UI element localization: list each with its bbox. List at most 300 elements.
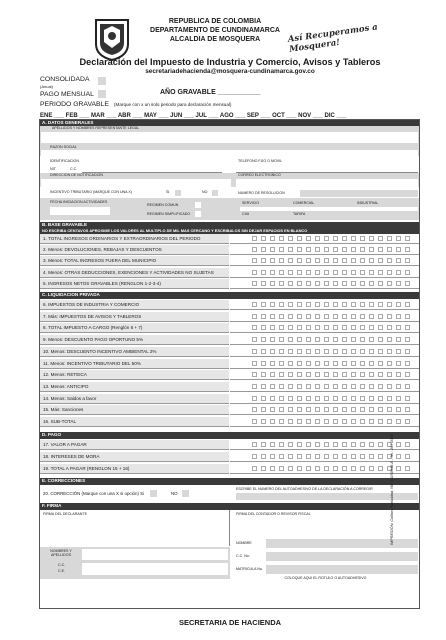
digit-box[interactable] <box>279 302 284 307</box>
digit-box[interactable] <box>288 372 293 377</box>
digit-box[interactable] <box>306 396 311 401</box>
nombre-field[interactable] <box>266 539 418 548</box>
digit-box[interactable] <box>315 372 320 377</box>
digit-box[interactable] <box>396 270 401 275</box>
digit-box[interactable] <box>270 349 275 354</box>
digit-box[interactable] <box>396 454 401 459</box>
digit-box[interactable] <box>297 258 302 263</box>
liq-item-value-field[interactable] <box>230 335 419 345</box>
digit-box[interactable] <box>342 236 347 241</box>
digit-box[interactable] <box>369 314 374 319</box>
digit-box[interactable] <box>315 281 320 286</box>
digit-box[interactable] <box>360 337 365 342</box>
digit-box[interactable] <box>351 396 356 401</box>
digit-box[interactable] <box>405 361 410 366</box>
digit-box[interactable] <box>387 361 392 366</box>
digit-box[interactable] <box>396 314 401 319</box>
base-item-value-field[interactable] <box>230 268 419 278</box>
digit-box[interactable] <box>270 454 275 459</box>
base-item-value-field[interactable] <box>230 234 419 244</box>
digit-box[interactable] <box>279 407 284 412</box>
digit-box[interactable] <box>315 325 320 330</box>
digit-box[interactable] <box>333 247 338 252</box>
digit-box[interactable] <box>369 454 374 459</box>
digit-box[interactable] <box>279 442 284 447</box>
digit-box[interactable] <box>360 442 365 447</box>
digit-box[interactable] <box>324 372 329 377</box>
digit-box[interactable] <box>297 314 302 319</box>
digit-box[interactable] <box>360 466 365 471</box>
direccion-field[interactable] <box>41 179 231 187</box>
digit-box[interactable] <box>288 236 293 241</box>
digit-box[interactable] <box>405 454 410 459</box>
digit-box[interactable] <box>378 314 383 319</box>
digit-box[interactable] <box>378 466 383 471</box>
digit-box[interactable] <box>405 258 410 263</box>
digit-box[interactable] <box>252 419 257 424</box>
digit-box[interactable] <box>405 466 410 471</box>
razon-field[interactable] <box>41 150 418 160</box>
month-selector[interactable]: ENE ___ FEB ___ MAR ___ ABR ___ MAY ___ JUN ___ JUL ___ AGO ___ SEP ___ OCT ___ NOV ___ DIC ___ <box>40 113 347 119</box>
digit-box[interactable] <box>261 361 266 366</box>
digit-box[interactable] <box>270 270 275 275</box>
digit-box[interactable] <box>270 361 275 366</box>
digit-box[interactable] <box>297 281 302 286</box>
digit-box[interactable] <box>306 419 311 424</box>
digit-box[interactable] <box>297 442 302 447</box>
digit-box[interactable] <box>252 407 257 412</box>
digit-box[interactable] <box>261 372 266 377</box>
digit-box[interactable] <box>279 372 284 377</box>
digit-box[interactable] <box>306 442 311 447</box>
digit-box[interactable] <box>396 407 401 412</box>
digit-box[interactable] <box>387 281 392 286</box>
digit-box[interactable] <box>288 325 293 330</box>
digit-box[interactable] <box>288 454 293 459</box>
digit-box[interactable] <box>333 270 338 275</box>
digit-box[interactable] <box>360 325 365 330</box>
digit-box[interactable] <box>279 325 284 330</box>
digit-box[interactable] <box>342 442 347 447</box>
digit-box[interactable] <box>288 466 293 471</box>
digit-box[interactable] <box>315 407 320 412</box>
digit-box[interactable] <box>351 372 356 377</box>
liq-item-value-field[interactable] <box>230 300 419 310</box>
digit-box[interactable] <box>396 258 401 263</box>
digit-box[interactable] <box>342 396 347 401</box>
digit-box[interactable] <box>288 442 293 447</box>
digit-box[interactable] <box>387 384 392 389</box>
digit-box[interactable] <box>351 281 356 286</box>
firma-declarante-area[interactable] <box>40 510 230 546</box>
digit-box[interactable] <box>405 314 410 319</box>
liq-item-value-field[interactable] <box>230 382 419 392</box>
digit-box[interactable] <box>405 407 410 412</box>
regimen-comun-checkbox[interactable] <box>195 202 201 208</box>
digit-box[interactable] <box>360 236 365 241</box>
digit-box[interactable] <box>369 361 374 366</box>
digit-box[interactable] <box>261 281 266 286</box>
digit-box[interactable] <box>342 466 347 471</box>
digit-box[interactable] <box>261 396 266 401</box>
digit-box[interactable] <box>333 454 338 459</box>
digit-box[interactable] <box>324 325 329 330</box>
digit-box[interactable] <box>252 236 257 241</box>
digit-box[interactable] <box>378 396 383 401</box>
digit-box[interactable] <box>360 407 365 412</box>
digit-box[interactable] <box>306 325 311 330</box>
digit-box[interactable] <box>324 396 329 401</box>
activity-type-fields[interactable] <box>240 207 418 211</box>
digit-box[interactable] <box>369 258 374 263</box>
digit-box[interactable] <box>288 270 293 275</box>
correccion-si-checkbox[interactable] <box>150 490 157 497</box>
apellidos-field[interactable] <box>41 132 418 143</box>
digit-box[interactable] <box>369 384 374 389</box>
digit-box[interactable] <box>378 454 383 459</box>
digit-box[interactable] <box>315 349 320 354</box>
digit-box[interactable] <box>306 384 311 389</box>
autoadhesivo-area[interactable] <box>232 582 419 608</box>
digit-box[interactable] <box>261 302 266 307</box>
digit-box[interactable] <box>324 442 329 447</box>
digit-box[interactable] <box>324 236 329 241</box>
digit-box[interactable] <box>369 302 374 307</box>
digit-box[interactable] <box>270 247 275 252</box>
digit-box[interactable] <box>315 396 320 401</box>
digit-box[interactable] <box>387 247 392 252</box>
digit-box[interactable] <box>342 372 347 377</box>
digit-box[interactable] <box>333 281 338 286</box>
digit-box[interactable] <box>297 419 302 424</box>
digit-box[interactable] <box>270 466 275 471</box>
digit-box[interactable] <box>252 442 257 447</box>
digit-box[interactable] <box>369 247 374 252</box>
digit-box[interactable] <box>333 258 338 263</box>
digit-box[interactable] <box>351 325 356 330</box>
digit-box[interactable] <box>360 247 365 252</box>
liq-item-value-field[interactable] <box>230 394 419 404</box>
digit-box[interactable] <box>405 236 410 241</box>
liq-item-value-field[interactable] <box>230 312 419 322</box>
digit-box[interactable] <box>396 466 401 471</box>
digit-box[interactable] <box>396 361 401 366</box>
nombres-apellidos-field[interactable] <box>82 549 228 560</box>
digit-box[interactable] <box>396 325 401 330</box>
digit-box[interactable] <box>387 314 392 319</box>
digit-box[interactable] <box>315 247 320 252</box>
digit-box[interactable] <box>324 419 329 424</box>
digit-box[interactable] <box>360 302 365 307</box>
digit-box[interactable] <box>333 419 338 424</box>
digit-box[interactable] <box>333 302 338 307</box>
digit-box[interactable] <box>306 454 311 459</box>
digit-box[interactable] <box>369 337 374 342</box>
regimen-simplificado-checkbox[interactable] <box>195 211 201 217</box>
digit-box[interactable] <box>360 258 365 263</box>
digit-box[interactable] <box>324 302 329 307</box>
digit-box[interactable] <box>288 247 293 252</box>
digit-box[interactable] <box>261 384 266 389</box>
digit-box[interactable] <box>333 236 338 241</box>
digit-box[interactable] <box>333 372 338 377</box>
digit-box[interactable] <box>378 361 383 366</box>
digit-box[interactable] <box>297 270 302 275</box>
digit-box[interactable] <box>351 302 356 307</box>
digit-box[interactable] <box>324 466 329 471</box>
base-item-value-field[interactable] <box>230 279 419 289</box>
digit-box[interactable] <box>378 407 383 412</box>
digit-box[interactable] <box>315 337 320 342</box>
digit-box[interactable] <box>369 407 374 412</box>
digit-box[interactable] <box>405 372 410 377</box>
correo-field[interactable] <box>236 179 418 187</box>
digit-box[interactable] <box>324 407 329 412</box>
digit-box[interactable] <box>333 337 338 342</box>
digit-box[interactable] <box>351 466 356 471</box>
matricula-field[interactable] <box>266 565 418 574</box>
digit-box[interactable] <box>378 349 383 354</box>
digit-box[interactable] <box>270 325 275 330</box>
digit-box[interactable] <box>324 258 329 263</box>
digit-box[interactable] <box>252 396 257 401</box>
digit-box[interactable] <box>360 314 365 319</box>
digit-box[interactable] <box>279 361 284 366</box>
digit-box[interactable] <box>342 247 347 252</box>
digit-box[interactable] <box>270 302 275 307</box>
digit-box[interactable] <box>315 361 320 366</box>
digit-box[interactable] <box>270 372 275 377</box>
digit-box[interactable] <box>306 258 311 263</box>
digit-box[interactable] <box>351 454 356 459</box>
digit-box[interactable] <box>396 384 401 389</box>
digit-box[interactable] <box>378 247 383 252</box>
digit-box[interactable] <box>369 442 374 447</box>
digit-box[interactable] <box>360 419 365 424</box>
digit-box[interactable] <box>288 281 293 286</box>
digit-box[interactable] <box>288 407 293 412</box>
digit-box[interactable] <box>270 236 275 241</box>
fecha-inicio-field[interactable] <box>50 207 110 215</box>
digit-box[interactable] <box>297 407 302 412</box>
digit-box[interactable] <box>288 258 293 263</box>
liq-item-value-field[interactable] <box>230 370 419 380</box>
digit-box[interactable] <box>405 247 410 252</box>
digit-box[interactable] <box>351 236 356 241</box>
digit-box[interactable] <box>405 270 410 275</box>
digit-box[interactable] <box>315 442 320 447</box>
numero-resolucion-field[interactable] <box>300 190 418 197</box>
digit-box[interactable] <box>405 442 410 447</box>
digit-box[interactable] <box>324 454 329 459</box>
digit-box[interactable] <box>342 314 347 319</box>
digit-box[interactable] <box>378 384 383 389</box>
digit-box[interactable] <box>351 442 356 447</box>
digit-box[interactable] <box>261 325 266 330</box>
digit-box[interactable] <box>306 466 311 471</box>
digit-box[interactable] <box>288 396 293 401</box>
digit-box[interactable] <box>333 466 338 471</box>
digit-box[interactable] <box>252 302 257 307</box>
digit-box[interactable] <box>405 325 410 330</box>
digit-box[interactable] <box>360 454 365 459</box>
digit-box[interactable] <box>279 396 284 401</box>
digit-box[interactable] <box>270 384 275 389</box>
digit-box[interactable] <box>333 349 338 354</box>
digit-box[interactable] <box>342 325 347 330</box>
digit-box[interactable] <box>333 442 338 447</box>
digit-box[interactable] <box>387 349 392 354</box>
digit-box[interactable] <box>378 236 383 241</box>
digit-box[interactable] <box>297 349 302 354</box>
digit-box[interactable] <box>378 419 383 424</box>
digit-box[interactable] <box>351 407 356 412</box>
liq-item-value-field[interactable] <box>230 405 419 415</box>
digit-box[interactable] <box>360 372 365 377</box>
digit-box[interactable] <box>279 454 284 459</box>
base-item-value-field[interactable] <box>230 256 419 266</box>
digit-box[interactable] <box>252 314 257 319</box>
digit-box[interactable] <box>279 349 284 354</box>
digit-box[interactable] <box>261 337 266 342</box>
digit-box[interactable] <box>261 407 266 412</box>
digit-box[interactable] <box>369 236 374 241</box>
digit-box[interactable] <box>333 396 338 401</box>
digit-box[interactable] <box>252 325 257 330</box>
digit-box[interactable] <box>279 236 284 241</box>
digit-box[interactable] <box>342 258 347 263</box>
digit-box[interactable] <box>324 337 329 342</box>
digit-box[interactable] <box>396 236 401 241</box>
digit-box[interactable] <box>378 281 383 286</box>
digit-box[interactable] <box>324 361 329 366</box>
digit-box[interactable] <box>315 302 320 307</box>
digit-box[interactable] <box>270 407 275 412</box>
base-item-value-field[interactable] <box>230 245 419 255</box>
digit-box[interactable] <box>351 349 356 354</box>
digit-box[interactable] <box>315 258 320 263</box>
identificacion-field[interactable] <box>82 160 222 173</box>
digit-box[interactable] <box>387 337 392 342</box>
digit-box[interactable] <box>360 384 365 389</box>
digit-box[interactable] <box>351 337 356 342</box>
digit-box[interactable] <box>252 281 257 286</box>
digit-box[interactable] <box>324 314 329 319</box>
digit-box[interactable] <box>279 419 284 424</box>
digit-box[interactable] <box>351 247 356 252</box>
digit-box[interactable] <box>369 325 374 330</box>
digit-box[interactable] <box>252 349 257 354</box>
digit-box[interactable] <box>306 407 311 412</box>
digit-box[interactable] <box>297 302 302 307</box>
digit-box[interactable] <box>252 466 257 471</box>
digit-box[interactable] <box>333 314 338 319</box>
digit-box[interactable] <box>252 337 257 342</box>
digit-box[interactable] <box>315 314 320 319</box>
digit-box[interactable] <box>315 454 320 459</box>
digit-box[interactable] <box>405 281 410 286</box>
digit-box[interactable] <box>297 325 302 330</box>
digit-box[interactable] <box>342 384 347 389</box>
digit-box[interactable] <box>360 281 365 286</box>
digit-box[interactable] <box>369 466 374 471</box>
digit-box[interactable] <box>396 396 401 401</box>
digit-box[interactable] <box>342 454 347 459</box>
digit-box[interactable] <box>261 442 266 447</box>
digit-box[interactable] <box>270 314 275 319</box>
digit-box[interactable] <box>261 270 266 275</box>
digit-box[interactable] <box>351 270 356 275</box>
digit-box[interactable] <box>342 281 347 286</box>
digit-box[interactable] <box>396 281 401 286</box>
digit-box[interactable] <box>297 454 302 459</box>
digit-box[interactable] <box>360 270 365 275</box>
digit-box[interactable] <box>360 396 365 401</box>
correccion-no-checkbox[interactable] <box>182 490 189 497</box>
pago-mensual-checkbox[interactable] <box>98 90 106 98</box>
digit-box[interactable] <box>342 270 347 275</box>
digit-box[interactable] <box>378 302 383 307</box>
digit-box[interactable] <box>306 281 311 286</box>
digit-box[interactable] <box>306 361 311 366</box>
digit-box[interactable] <box>378 270 383 275</box>
digit-box[interactable] <box>252 361 257 366</box>
digit-box[interactable] <box>279 281 284 286</box>
digit-box[interactable] <box>396 442 401 447</box>
digit-box[interactable] <box>324 247 329 252</box>
numero-field[interactable] <box>82 563 228 575</box>
digit-box[interactable] <box>315 466 320 471</box>
digit-box[interactable] <box>261 258 266 263</box>
digit-box[interactable] <box>396 337 401 342</box>
digit-box[interactable] <box>342 302 347 307</box>
digit-box[interactable] <box>279 258 284 263</box>
digit-box[interactable] <box>315 384 320 389</box>
digit-box[interactable] <box>270 442 275 447</box>
digit-box[interactable] <box>261 236 266 241</box>
digit-box[interactable] <box>378 442 383 447</box>
digit-box[interactable] <box>252 372 257 377</box>
digit-box[interactable] <box>288 314 293 319</box>
digit-box[interactable] <box>333 325 338 330</box>
digit-box[interactable] <box>279 314 284 319</box>
digit-box[interactable] <box>288 302 293 307</box>
liq-item-value-field[interactable] <box>230 323 419 333</box>
digit-box[interactable] <box>324 281 329 286</box>
cc-no-field[interactable] <box>266 552 418 561</box>
digit-box[interactable] <box>405 419 410 424</box>
digit-box[interactable] <box>306 372 311 377</box>
digit-box[interactable] <box>387 270 392 275</box>
digit-box[interactable] <box>297 384 302 389</box>
digit-box[interactable] <box>252 384 257 389</box>
digit-box[interactable] <box>279 247 284 252</box>
digit-box[interactable] <box>369 396 374 401</box>
digit-box[interactable] <box>315 236 320 241</box>
digit-box[interactable] <box>306 349 311 354</box>
digit-box[interactable] <box>279 466 284 471</box>
digit-box[interactable] <box>396 247 401 252</box>
digit-box[interactable] <box>261 247 266 252</box>
digit-box[interactable] <box>270 337 275 342</box>
liq-item-value-field[interactable] <box>230 359 419 369</box>
digit-box[interactable] <box>324 384 329 389</box>
digit-box[interactable] <box>306 314 311 319</box>
digit-box[interactable] <box>396 349 401 354</box>
digit-box[interactable] <box>333 361 338 366</box>
digit-box[interactable] <box>270 396 275 401</box>
digit-box[interactable] <box>252 258 257 263</box>
